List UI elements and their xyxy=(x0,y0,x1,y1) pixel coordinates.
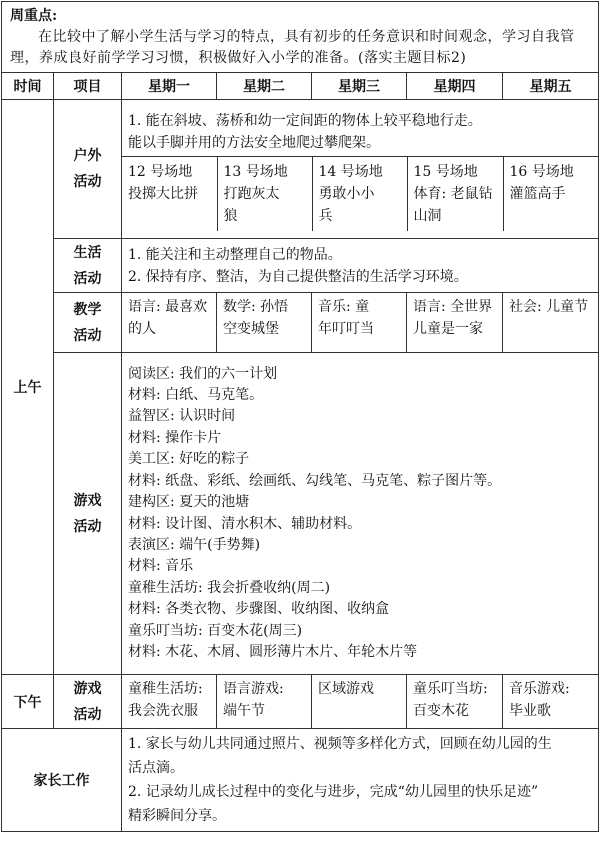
outdoor-thursday-line1: 15 号场地 xyxy=(413,163,478,180)
teaching-tuesday xyxy=(217,293,312,353)
week-focus-title: 周重点: xyxy=(10,8,58,24)
outdoor-thursday-line2: 体育: 老鼠钻 xyxy=(413,185,493,202)
afternoon-monday xyxy=(122,675,217,729)
life-activity-label xyxy=(54,239,122,293)
outdoor-tuesday-line2: 打跑灰太 xyxy=(223,185,280,202)
life-line-2: 2. 保持有序、整洁，为自己提供整洁的生活学习环境。 xyxy=(128,268,468,285)
afternoon-tuesday xyxy=(217,675,312,729)
life-label-line1: 生活 xyxy=(73,244,102,261)
afternoon-friday-line1: 音乐游戏: xyxy=(509,681,570,697)
outdoor-thursday xyxy=(407,156,503,231)
teaching-thursday-line2: 儿童是一家 xyxy=(413,321,483,337)
outdoor-activity-label xyxy=(54,100,122,239)
outdoor-wednesday xyxy=(312,156,407,231)
week-focus-cell xyxy=(2,2,599,73)
games-line: 材料: 纸盘、彩纸、绘画纸、勾线笔、马克笔、粽子图片等。 xyxy=(128,472,502,489)
afternoon-label: 下午 xyxy=(2,675,54,729)
teaching-label-line1: 教学 xyxy=(73,301,102,318)
outdoor-tuesday xyxy=(217,156,312,231)
afternoon-thursday xyxy=(407,675,503,729)
teaching-monday-line2: 的人 xyxy=(128,321,156,337)
afternoon-monday-line2: 我会洗衣服 xyxy=(128,703,198,719)
header-item: 项目 xyxy=(54,73,122,100)
afternoon-games-label xyxy=(54,675,122,729)
teaching-monday-line1: 语言: 最喜欢 xyxy=(128,299,208,315)
outdoor-goals xyxy=(122,108,598,157)
parents-work-label: 家长工作 xyxy=(2,729,122,832)
games-activity-label xyxy=(54,353,122,675)
outdoor-friday-line1: 16 号场地 xyxy=(509,163,574,180)
afternoon-tuesday-line1: 语言游戏: xyxy=(223,681,284,697)
teaching-thursday xyxy=(407,293,503,353)
header-friday: 星期五 xyxy=(503,73,599,100)
outdoor-wednesday-line2: 勇敢小小 xyxy=(318,185,375,202)
outdoor-activity-content xyxy=(122,100,599,239)
teaching-tuesday-line2: 空变城堡 xyxy=(223,321,279,337)
header-monday: 星期一 xyxy=(122,73,217,100)
outdoor-label-line1: 户外 xyxy=(73,148,102,164)
life-line-1: 1. 能关注和主动整理自己的物品。 xyxy=(128,246,342,263)
teaching-wednesday-line2: 年叮叮当 xyxy=(318,321,374,337)
games-line: 童稚生活坊: 我会折叠收纳(周二) xyxy=(128,579,331,596)
parents-work-content xyxy=(122,729,599,832)
games-line: 童乐叮当坊: 百变木花(周三) xyxy=(128,622,303,639)
outdoor-monday-line1: 12 号场地 xyxy=(128,163,193,180)
afternoon-friday-line2: 毕业歌 xyxy=(509,703,551,719)
teaching-wednesday xyxy=(312,293,407,353)
outdoor-tuesday-line1: 13 号场地 xyxy=(223,163,288,180)
afternoon-friday xyxy=(503,675,599,729)
games-activity-content xyxy=(122,353,599,675)
outdoor-label-line2: 活动 xyxy=(73,174,102,190)
games-line: 美工区: 好吃的粽子 xyxy=(128,451,250,468)
parents-line-3: 2. 记录幼儿成长过程中的变化与进步，完成“幼儿园里的快乐足迹” xyxy=(128,784,539,800)
teaching-friday xyxy=(503,293,599,353)
games-line: 材料: 操作卡片 xyxy=(128,429,222,446)
life-activity-content xyxy=(122,239,599,293)
teaching-activity-label xyxy=(54,293,122,353)
games-line: 材料: 木花、木屑、圆形薄片木片、年轮木片等 xyxy=(128,643,418,660)
life-label-line2: 活动 xyxy=(73,270,102,287)
games-line: 益智区: 认识时间 xyxy=(128,408,236,425)
week-focus-text: 在比较中了解小学生活与学习的特点，具有初步的任务意识和时间观念，学习自我管理，养成良好前学学习习惯，积极做好入小学的准备。(落实主题目标2) xyxy=(10,29,575,66)
games-line: 材料: 白纸、马克笔。 xyxy=(128,387,264,404)
afternoon-thursday-line1: 童乐叮当坊: xyxy=(413,681,488,697)
parents-line-2: 活点滴。 xyxy=(128,760,184,776)
teaching-label-line2: 活动 xyxy=(73,327,102,344)
afternoon-tuesday-line2: 端午节 xyxy=(223,703,265,719)
weekly-plan-table xyxy=(1,1,599,832)
outdoor-wednesday-line3: 兵 xyxy=(318,207,333,224)
weekly-plan xyxy=(1,1,598,832)
games-line: 表演区: 端午(手势舞) xyxy=(128,536,261,553)
outdoor-friday-line2: 灌篮高手 xyxy=(509,185,566,202)
outdoor-monday-line2: 投掷大比拼 xyxy=(128,185,198,202)
afternoon-wednesday-line1: 区域游戏 xyxy=(318,681,374,697)
outdoor-thursday-line3: 山洞 xyxy=(413,207,442,224)
parents-line-4: 精彩瞬间分享。 xyxy=(128,808,226,824)
games-line: 阅读区: 我们的六一计划 xyxy=(128,365,278,382)
afternoon-monday-line1: 童稚生活坊: xyxy=(128,681,203,697)
header-wednesday: 星期三 xyxy=(312,73,407,100)
header-thursday: 星期四 xyxy=(407,73,503,100)
outdoor-goal-1: 1. 能在斜坡、荡桥和幼一定间距的物体上较平稳地行走。 xyxy=(128,112,482,129)
outdoor-friday xyxy=(503,156,598,231)
teaching-thursday-line1: 语言: 全世界 xyxy=(413,299,493,315)
games-line: 材料: 设计图、清水积木、辅助材料。 xyxy=(128,515,362,532)
games-line: 材料: 音乐 xyxy=(128,558,194,575)
parents-line-1: 1. 家长与幼儿共同通过照片、视频等多样化方式，回顾在幼儿园的生 xyxy=(128,736,552,752)
afternoon-wednesday xyxy=(312,675,407,729)
afternoon-games-label-line2: 活动 xyxy=(73,706,102,723)
outdoor-wednesday-line1: 14 号场地 xyxy=(318,163,383,180)
games-line: 材料: 各类衣物、步骤图、收纳图、收纳盒 xyxy=(128,601,390,618)
header-tuesday: 星期二 xyxy=(217,73,312,100)
games-line: 建构区: 夏天的池塘 xyxy=(128,494,250,511)
teaching-tuesday-line1: 数学: 孙悟 xyxy=(223,299,289,315)
outdoor-monday xyxy=(122,156,217,231)
morning-label: 上午 xyxy=(2,100,54,675)
afternoon-thursday-line2: 百变木花 xyxy=(413,703,469,719)
header-time: 时间 xyxy=(2,73,54,100)
outdoor-subtable xyxy=(122,108,598,231)
outdoor-tuesday-line3: 狼 xyxy=(223,207,238,224)
games-label-line1: 游戏 xyxy=(73,492,102,509)
games-label-line2: 活动 xyxy=(73,518,102,535)
teaching-wednesday-line1: 音乐: 童 xyxy=(318,299,370,315)
afternoon-games-label-line1: 游戏 xyxy=(73,680,102,697)
teaching-friday-line1: 社会: 儿童节 xyxy=(509,299,589,315)
teaching-monday xyxy=(122,293,217,353)
outdoor-goal-2: 能以手脚并用的方法安全地爬过攀爬架。 xyxy=(128,134,380,151)
